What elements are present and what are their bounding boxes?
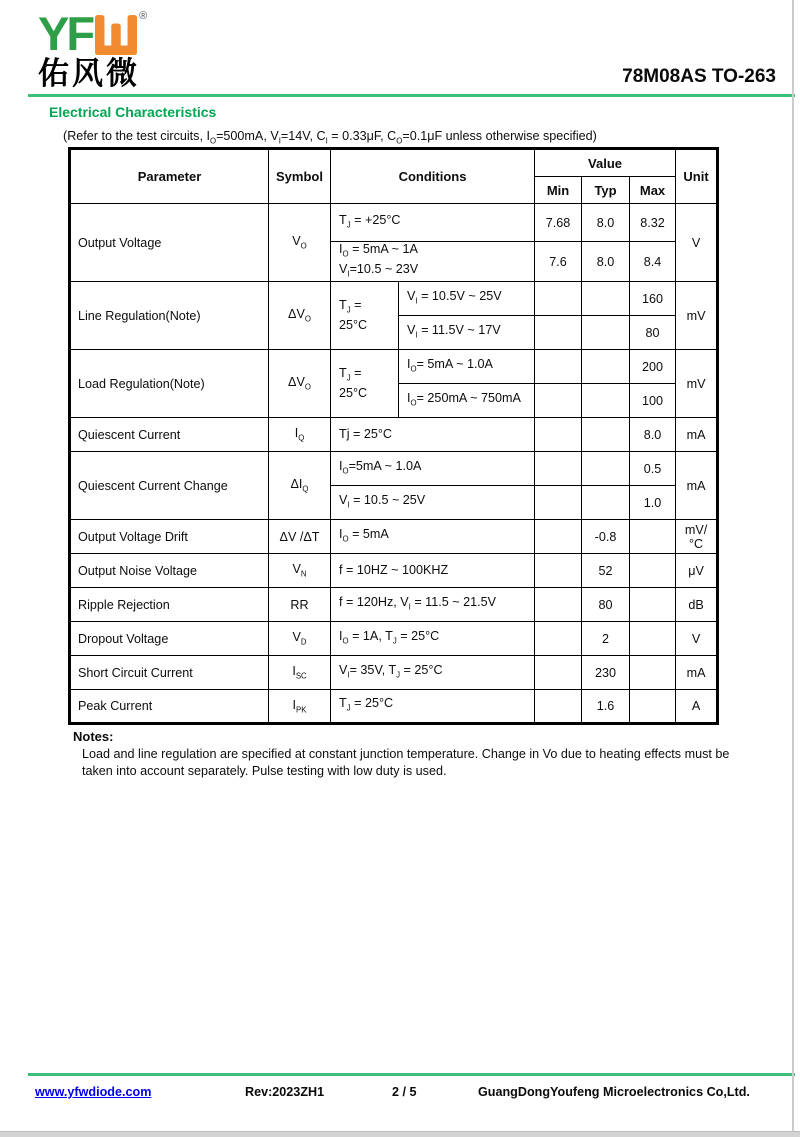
cell-condition: $I_O= 5mA$ ~ 1.0A — [399, 350, 535, 384]
registered-trademark-icon: ® — [139, 10, 148, 22]
cell-min-empty — [535, 452, 582, 486]
cell-parameter: Output Voltage — [70, 204, 269, 282]
cell-symbol: $\Delta V_O$ — [269, 350, 331, 418]
table-row — [70, 690, 718, 724]
cell-symbol: ΔV /ΔT — [269, 520, 331, 554]
cell-parameter: Quiescent Current Change — [70, 452, 269, 520]
table-row — [70, 588, 718, 622]
cell-typ: 1.6 — [582, 690, 630, 724]
section-title: Electrical Characteristics — [49, 104, 217, 120]
cell-condition: $V_I = 10.5V$ ~ 25V — [399, 282, 535, 316]
brand-name-chinese: 佑风微 — [38, 56, 140, 91]
electrical-characteristics-table — [68, 147, 719, 725]
cell-symbol: $I_{SC}$ — [269, 656, 331, 690]
revision-label: Rev:2023ZH1 — [245, 1085, 325, 1099]
col-header-conditions: Conditions — [331, 149, 535, 204]
cell-symbol: $\Delta I_Q$ — [269, 452, 331, 520]
cell-parameter: Peak Current — [70, 690, 269, 724]
cell-max: 100 — [630, 384, 676, 418]
cell-condition: $T_J = +25^\circ C$ — [331, 204, 535, 242]
cell-unit: mV/°C — [676, 520, 718, 554]
cell-unit: mV — [676, 350, 718, 418]
company-name: GuangDongYoufeng Microelectronics Co,Ltd. — [478, 1085, 750, 1099]
cell-condition: $I_O = 5mA$ — [331, 520, 535, 554]
cell-condition: $I_O = 1A$, $T_J = 25^\circ C$ — [331, 622, 535, 656]
cell-min-empty — [535, 350, 582, 384]
table-row — [70, 520, 718, 554]
col-header-typ: Typ — [582, 177, 630, 204]
cell-max-empty — [630, 554, 676, 588]
cell-typ: 52 — [582, 554, 630, 588]
cell-parameter: Ripple Rejection — [70, 588, 269, 622]
table-row — [70, 622, 718, 656]
test-conditions-intro: (Refer to the test circuits, $I_O=500mA$, $V_I=14V$, $C_I = 0.33\mu F$, $C_O=0.1\mu F$ unless otherwise specified) — [63, 129, 597, 146]
cell-symbol: $I_Q$ — [269, 418, 331, 452]
cell-min: 7.68 — [535, 204, 582, 242]
cell-max-empty — [630, 656, 676, 690]
cell-max: 8.4 — [630, 242, 676, 282]
cell-max: 200 — [630, 350, 676, 384]
cell-typ-empty — [582, 384, 630, 418]
cell-min-empty — [535, 486, 582, 520]
table-row — [70, 554, 718, 588]
cell-typ-empty — [582, 282, 630, 316]
table-row — [70, 452, 718, 486]
cell-min-empty — [535, 588, 582, 622]
cell-unit: mV — [676, 282, 718, 350]
cell-unit: V — [676, 622, 718, 656]
cell-min: 7.6 — [535, 242, 582, 282]
cell-parameter: Load Regulation(Note) — [70, 350, 269, 418]
cell-max: 80 — [630, 316, 676, 350]
col-header-max: Max — [630, 177, 676, 204]
cell-symbol: $V_O$ — [269, 204, 331, 282]
cell-typ: 2 — [582, 622, 630, 656]
col-header-value: Value — [535, 149, 676, 177]
page-number: 2 / 5 — [392, 1085, 417, 1099]
cell-min-empty — [535, 622, 582, 656]
cell-unit: mA — [676, 452, 718, 520]
cell-max: 8.0 — [630, 418, 676, 452]
cell-min-empty — [535, 384, 582, 418]
cell-min-empty — [535, 418, 582, 452]
table-row — [70, 656, 718, 690]
header-divider — [28, 94, 795, 97]
cell-min-empty — [535, 656, 582, 690]
table-row — [70, 282, 718, 316]
cell-max-empty — [630, 622, 676, 656]
table-row — [70, 350, 718, 384]
cell-condition: f = 120Hz, $V_I = 11.5$ ~ 21.5V — [331, 588, 535, 622]
cell-typ-empty — [582, 452, 630, 486]
cell-parameter: Dropout Voltage — [70, 622, 269, 656]
table-row — [70, 418, 718, 452]
cell-parameter: Quiescent Current — [70, 418, 269, 452]
cell-max: 1.0 — [630, 486, 676, 520]
notes-title: Notes: — [73, 729, 114, 744]
brand-logo — [38, 7, 148, 91]
cell-max: 8.32 — [630, 204, 676, 242]
cell-condition-main: $T_J = 25^\circ C$ — [331, 282, 399, 350]
cell-symbol: $\Delta V_O$ — [269, 282, 331, 350]
logo-shan-icon — [95, 15, 137, 55]
cell-typ: -0.8 — [582, 520, 630, 554]
cell-unit: mA — [676, 656, 718, 690]
cell-condition: $I_O=5mA$ ~ 1.0A — [331, 452, 535, 486]
cell-parameter: Output Voltage Drift — [70, 520, 269, 554]
cell-max: 0.5 — [630, 452, 676, 486]
cell-typ-empty — [582, 350, 630, 384]
cell-unit: μV — [676, 554, 718, 588]
cell-condition: $T_J = 25^\circ C$ — [331, 690, 535, 724]
cell-condition: $V_I= 35V$, $T_J = 25^\circ C$ — [331, 656, 535, 690]
cell-min-empty — [535, 554, 582, 588]
cell-typ-empty — [582, 418, 630, 452]
cell-min-empty — [535, 690, 582, 724]
table-header-row-1 — [70, 149, 718, 177]
cell-max-empty — [630, 588, 676, 622]
cell-typ: 230 — [582, 656, 630, 690]
cell-unit: A — [676, 690, 718, 724]
cell-condition: $I_O = 5mA$ ~ 1A $V_I=10.5$ ~ 23V — [331, 242, 535, 282]
cell-condition: f = 10HZ ~ 100KHZ — [331, 554, 535, 588]
cell-condition: $V_I = 10.5$ ~ 25V — [331, 486, 535, 520]
cell-unit: dB — [676, 588, 718, 622]
cell-symbol: $V_N$ — [269, 554, 331, 588]
cell-condition: $I_O= 250mA$ ~ 750mA — [399, 384, 535, 418]
cell-condition: $V_I = 11.5V$ ~ 17V — [399, 316, 535, 350]
logo-text-yf: YF — [38, 7, 93, 60]
cell-max-empty — [630, 520, 676, 554]
document-title: 78M08AS TO-263 — [622, 66, 776, 87]
cell-typ: 8.0 — [582, 242, 630, 282]
cell-condition: Tj = 25°C — [331, 418, 535, 452]
cell-typ: 80 — [582, 588, 630, 622]
cell-parameter: Short Circuit Current — [70, 656, 269, 690]
col-header-symbol: Symbol — [269, 149, 331, 204]
cell-typ-empty — [582, 316, 630, 350]
bottom-scrollbar-track — [0, 1131, 800, 1137]
cell-symbol: RR — [269, 588, 331, 622]
col-header-parameter: Parameter — [70, 149, 269, 204]
col-header-min: Min — [535, 177, 582, 204]
cell-min-empty — [535, 282, 582, 316]
notes-body: Load and line regulation are specified at constant junction temperature. Change in Vo due to heating effects must be taken into account separately. Pulse testing with low duty is used. — [82, 747, 730, 778]
cell-symbol: $I_{PK}$ — [269, 690, 331, 724]
cell-max-empty — [630, 690, 676, 724]
cell-parameter: Line Regulation(Note) — [70, 282, 269, 350]
cell-min-empty — [535, 316, 582, 350]
cell-unit: V — [676, 204, 718, 282]
cell-condition-main: $T_J = 25^\circ C$ — [331, 350, 399, 418]
cell-parameter: Output Noise Voltage — [70, 554, 269, 588]
cell-symbol: $V_D$ — [269, 622, 331, 656]
col-header-unit: Unit — [676, 149, 718, 204]
cell-min-empty — [535, 520, 582, 554]
notes-section — [73, 729, 753, 779]
cell-unit: mA — [676, 418, 718, 452]
cell-typ: 8.0 — [582, 204, 630, 242]
cell-max: 160 — [630, 282, 676, 316]
cell-typ-empty — [582, 486, 630, 520]
page-right-edge — [792, 0, 794, 1132]
website-link[interactable]: www.yfwdiode.com — [35, 1085, 152, 1099]
footer-divider — [28, 1073, 795, 1076]
table-row — [70, 204, 718, 242]
